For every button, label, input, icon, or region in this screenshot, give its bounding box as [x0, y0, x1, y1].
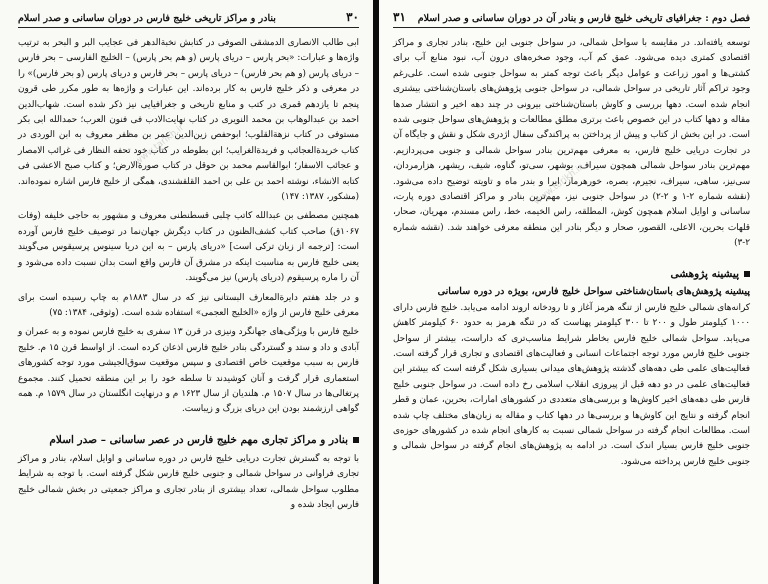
right-page-header-title: فصل دوم : جغرافیای تاریخی خلیج فارس و بنادر آن در دوران ساسانی و صدر اسلام: [417, 13, 750, 24]
left-page-header-title: بنادر و مراکز تاریخی خلیج فارس در دوران ساسانی و صدر اسلام: [18, 13, 276, 24]
right-page-header: [393, 10, 750, 28]
right-section-heading: [393, 268, 750, 280]
left-section-paragraph: با توجه به گسترش تجارت دریایی خلیج فارس در دوره ساسانی و اوایل اسلام، بنادر و مراکز تجاری فراوانی در سواحل شمالی و جنوبی خلیج فارس شکل گرفته است. با توجه به شرایط مطلوب سواحل شمالی، تعداد بیشتری از بنادر تجاری و مراکز جمعیتی در بخش شمالی خلیج فارس ایجاد شده و: [18, 453, 359, 510]
left-paragraph: ابی طالب الانصاری الدمشقی الصوفی در کتابش نخبةالدهر فی عجایب البر و البحر به ترتیب واژه‌ها و عبارات: «بحر پارس – دریای پارس (و هم بحر پارس) – الخلیج الفارسی – بحر فارس – دریای پارس (و هم بحر فارس) – دریای پارس – بحر فارس و دریای پارس (و بحر فارس)» را در معرفی و ذکر خلیج فارس به کار برده‌اند. این عبارات و واژه‌ها به طور مکرر طی قرون پنجم تا یازدهم قمری در کتب و منابع تاریخی و جغرافیایی نیز ذکر شده است. شهاب‌الدین احمد بن عبدالوهاب بن محمد النویری در کتاب نهایت‌الادب فی فنون العرب؛ حمدالله ابی بکر مستوفی در کتاب نزهةالقلوب؛ ابوحفص زین‌الدین عمر بن مظفر معروف به ابن الوردی در کتاب خریدةالعجائب و فریدةالغرایب؛ ابن بطوطه در کتاب خود تحفه النظار فی غرائب الامصار و عجائب الاسفار؛ ابوالقاسم محمد بن حوقل در کتاب صورةالارض؛ و کتاب صبح الاعشی فی کتابه الانشاء، نوشته احمد بن علی بن احمد القلقشندی، همگی از خلیج فارس اشاره نموده‌اند. (مشکور، ۱۳۸۷: ۱۴۷): [18, 38, 359, 203]
right-subsection-heading: پیشینه پژوهش‌های باستان‌شناختی سواحل خلیج فارس، بویژه در دوره ساسانی: [437, 285, 750, 297]
right-section-paragraph: کرانه‌های شمالی خلیج فارس از تنگه هرمز آغاز و تا رودخانه اروند ادامه می‌یابد. خلیج فارس دارای ۱۰۰۰ کیلومتر طول و ۲۰۰ تا ۳۰۰ کیلومتر پهناست که در تنگه هرمز به حدود ۶۰ کیلومتر کاهش می‌یابد. سواحل شمالی خلیج فارس بخاطر شرایط مناسب‌تری که داراست، بیشتر از سواحل جنوبی خلیج فارس مورد توجه اجتماعات انسانی و فعالیت‌های اقتصادی و تجاری قرار گرفته است. فعالیت‌های علمی طی دهه‌های گذشته پژوهش‌های میدانی بسیاری شکل گرفته است که بیشتر این فعالیت‌های علمی در دو دهه قبل از پیروزی انقلاب اسلامی رخ داده است. در سواحل جنوبی خلیج فارس طی دهه‌های اخیر کاوش‌ها و بررسی‌های متعددی در کشورهای امارات، بحرین، عمان و قطر انجام گرفته و نتایج این کاوش‌ها و بررسی‌ها در دهها کتاب و مقاله به زبان‌های مختلف چاپ شده است. مطالعات انجام گرفته در سواحل شمالی نسبت به کارهای انجام شده در کشورهای حوزه‌ی جنوبی خلیج فارس بسیار اندک است. در ادامه به پژوهش‌های انجام گرفته در سواحل شمالی و جنوبی خلیج فارس پرداخته می‌شود.: [393, 302, 750, 467]
left-paragraph: و در جلد هفتم دایرةالمعارف البستانی نیز که در سال ۱۸۸۳م به چاپ رسیده است برای معرفی خلیج فارس از واژه «الخلیج العجمی» استفاده شده است. (وثوقی، ۱۳۸۴: ۷۵): [18, 292, 359, 318]
left-page: [0, 0, 373, 584]
right-page-number: ۳۱: [393, 10, 406, 24]
bullet-square-icon: [353, 437, 359, 443]
watermark: www.tarikh.ir: [133, 122, 187, 168]
bullet-square-icon: [744, 271, 750, 277]
left-section-heading: [18, 434, 359, 446]
left-paragraph: خلیج فارس با ویژگی‌های جهانگرد ونیزی در قرن ۱۳ سفری به خلیج فارس نموده و به عمران و آبادی و داد و ستد و گستردگی بنادر خلیج فارس اذعان کرده است. از اواسط قرن ۱۵ م. خلیج فارس به سبب موقعیت خاص اقتصادی و سپس موقعیت سوق‌الجیشی مورد توجه کشورهای استعماری قرار گرفت و آنان کوشیدند تا سلطه خود را بر این منطقه تحمیل کنند. مجموع پرتغالی‌ها در سال ۱۵۰۷ م. هلندیان از سال ۱۶۲۳ م و درنهایت انگلستان در سال ۱۵۷۹ م. همه گواهی ارزشمند بودن این دریای بزرگ و زیباست.: [18, 327, 359, 415]
watermark: www.tarikh.ir: [532, 162, 586, 208]
right-paragraph: توسعه یافته‌اند. در مقایسه با سواحل شمالی، در سواحل جنوبی این خلیج، بنادر تجاری و مراکز اقتصادی کمتری دیده می‌شود. عمق کم آب، وجود صخره‌های درون آب، نبود منابع آب برای کشتی‌ها و امور زراعت و عوامل دیگر باعث توجه کمتر به سواحل جنوبی شده است. علی‌رغم وجود تراکم آثار تاریخی در سواحل شمالی، در سواحل جنوبی پژوهش‌های باستان‌شناختی بیشتری انجام شده است. دهها بررسی و کاوش باستان‌شناختی بیرونی در چند دهه اخیر و انتشار صدها مقاله و دهها کتاب در این خصوص باعث برتری مطلق مطالعات و پژوهش‌های سواحل جنوبی شده است. در این بخش از کتاب و پیش از پرداختن به پراکندگی سفال اژدری شکل و نقش و جایگاه آن در تجارت دریایی خلیج فارس، به معرفی مهم‌ترین بنادر سواحل شمالی و جنوبی می‌پردازیم. مهم‌ترین بنادر سواحل شمالی همچون سیراف، بوشهر، سی‌تو، گناوه، شیف، ریشهر، هزارمردان، سی‌نیز، ساهی، سیراف، نجیرم، بصره، خورهرماز، ایرا و بندر ماه و تاویته توضیح داده می‌شود. (نقشه شماره ۲-۱ و ۲-۲) در سواحل جنوبی نیز، مهم‌ترین بنادر و مراکز اقتصادی دوره پارت، ساسانی و اوایل اسلام همچون کوش، المطلقه، راس الخیمه، خط، راس مسندم، مهریان، صحار، قلهات بحرین، الاعلی، القصور، صحار و دیگر بنادر این منطقه معرفی خواهند شد. (نقشه شماره ۲-۳): [393, 38, 751, 249]
left-section-heading-text: بنادر و مراکز تجاری مهم خلیج فارس در عصر ساسانی – صدر اسلام: [49, 433, 348, 446]
left-page-header: [18, 10, 359, 28]
right-page: [379, 0, 768, 584]
left-paragraph: همچنین مصطفی بن عبدالله کاتب چلبی قسطنطنی معروف و مشهور به حاجی خلیفه (وفات ۱۰۶۷ق) صاحب کتاب کشف‌الظنون در کتاب دیگرش جهان‌نما در توصیف خلیج فارس آورده است: [ترجمه از زبان ترکی است] «دریای پارس – به این دریا سینوس پرسیقوس می‌گویند یعنی خلیج فارس به مناسبت اینکه در مشرق آن فارس واقع است بدان نسبت داده می‌شود و آن را ماره پرسیقوم (دریای پارس) نیز می‌گویند.: [18, 211, 359, 284]
right-section-heading-text: پیشینه پژوهشی: [670, 267, 739, 280]
left-page-number: ۳۰: [346, 10, 359, 24]
